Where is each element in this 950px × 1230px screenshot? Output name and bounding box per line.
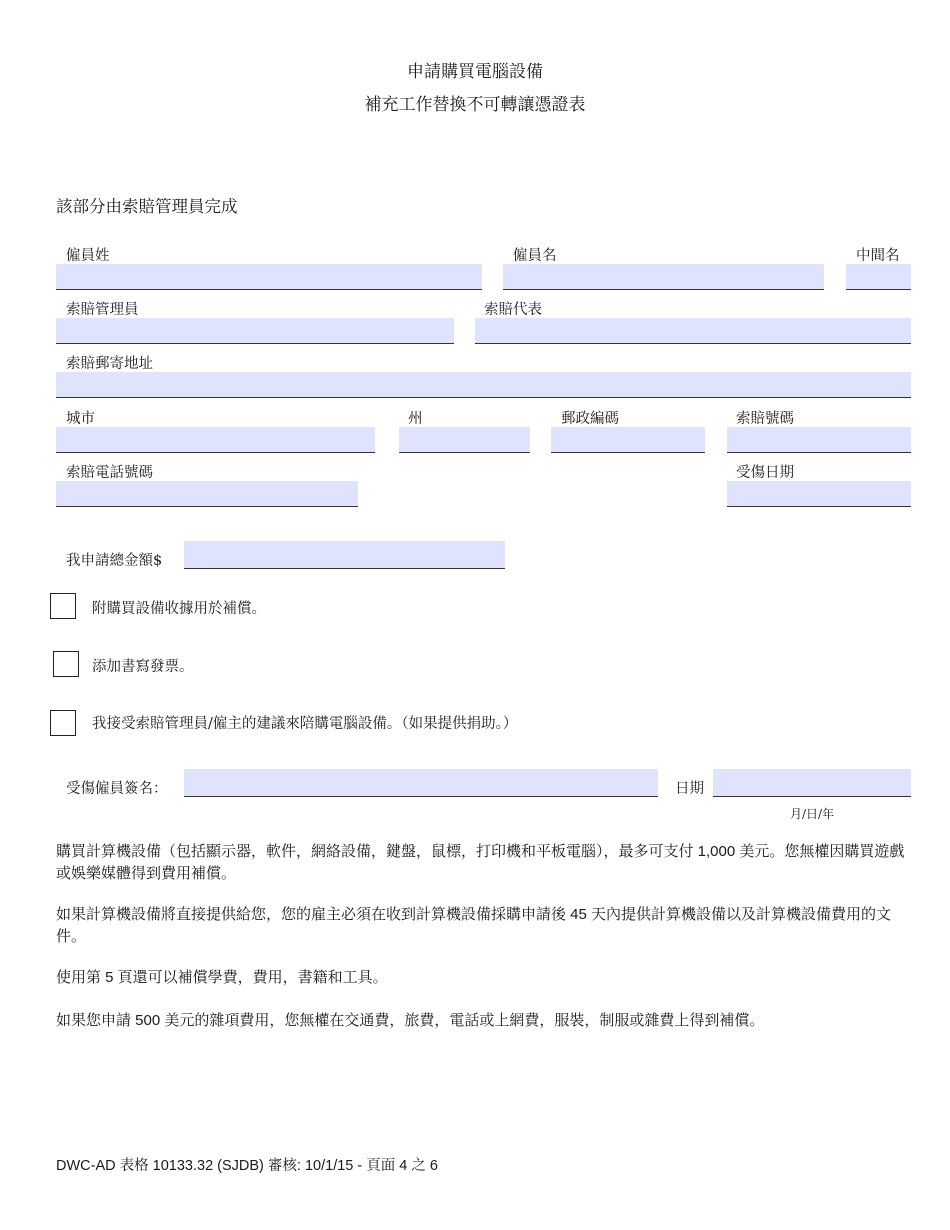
paragraph-equipment-limit: 購買計算機設備（包括顯示器，軟件，網絡設備，鍵盤，鼠標，打印機和平板電腦），最多可支付 1,000 美元。您無權因購買遊戲或娛樂媒體得到費用補償。: [56, 843, 905, 882]
claims-administrator-field[interactable]: [56, 318, 454, 344]
receipt-attached-label: 附購買設備收據用於補償。: [92, 601, 266, 617]
employee-last-name-field[interactable]: [56, 264, 482, 290]
city-label: 城市: [66, 411, 95, 427]
written-invoice-label: 添加書寫發票。: [92, 659, 194, 675]
middle-name-field[interactable]: [846, 264, 911, 290]
signature-date-label: 日期: [675, 781, 704, 797]
injury-date-label: 受傷日期: [736, 465, 794, 481]
injury-date-field[interactable]: [727, 481, 911, 507]
zip-code-label: 郵政編碼: [561, 411, 619, 427]
claims-mailing-address-field[interactable]: [56, 372, 911, 398]
accept-recommendation-checkbox[interactable]: [50, 710, 76, 736]
form-subtitle: 補充工作替換不可轉讓憑證表: [364, 95, 586, 115]
footer-form-id: DWC-AD 表格 10133.32 (SJDB) 審核: 10/1/15 - 頁面 4 之 6: [56, 1158, 438, 1174]
claim-number-label: 索賠號碼: [736, 411, 794, 427]
signature-label: 受傷僱員簽名：: [66, 781, 168, 797]
employee-first-name-field[interactable]: [503, 264, 824, 290]
claims-phone-field[interactable]: [56, 481, 358, 507]
accept-recommendation-label: 我接受索賠管理員/僱主的建議來陪購電腦設備。（如果提供捐助。）: [92, 716, 518, 732]
receipt-attached-checkbox[interactable]: [50, 593, 76, 619]
claims-representative-field[interactable]: [475, 318, 911, 344]
employee-first-name-label: 僱員名: [513, 248, 557, 264]
employee-last-name-label: 僱員姓: [66, 248, 110, 264]
middle-name-label: 中間名: [856, 248, 900, 264]
section-heading: 該部分由索賠管理員完成: [56, 197, 238, 216]
paragraph-page5-note: 使用第 5 頁還可以補償學費，費用，書籍和工具。: [56, 969, 388, 986]
total-amount-field[interactable]: [184, 541, 505, 569]
claims-administrator-label: 索賠管理員: [66, 302, 139, 318]
state-field[interactable]: [399, 427, 530, 453]
total-amount-label: 我申請總金額$: [66, 553, 163, 569]
paragraph-misc-expenses: 如果您申請 500 美元的雜項費用，您無權在交通費，旅費，電話或上網費，服裝，制服或雜費上得到補償。: [56, 1012, 765, 1029]
state-label: 州: [408, 411, 423, 427]
zip-code-field[interactable]: [551, 427, 705, 453]
claims-mailing-address-label: 索賠郵寄地址: [66, 356, 153, 372]
claims-representative-label: 索賠代表: [484, 302, 542, 318]
city-field[interactable]: [56, 427, 375, 453]
form-title: 申請購買電腦設備: [407, 62, 543, 82]
signature-field[interactable]: [184, 769, 658, 797]
written-invoice-checkbox[interactable]: [53, 651, 79, 677]
claim-number-field[interactable]: [727, 427, 911, 453]
paragraph-employer-deadline: 如果計算機設備將直接提供給您，您的雇主必須在收到計算機設備採購申請後 45 天內提供計算機設備以及計算機設備費用的文件。: [56, 906, 892, 945]
signature-date-field[interactable]: [713, 769, 911, 797]
date-format-hint: 月/日/年: [790, 807, 835, 821]
claims-phone-label: 索賠電話號碼: [66, 465, 153, 481]
